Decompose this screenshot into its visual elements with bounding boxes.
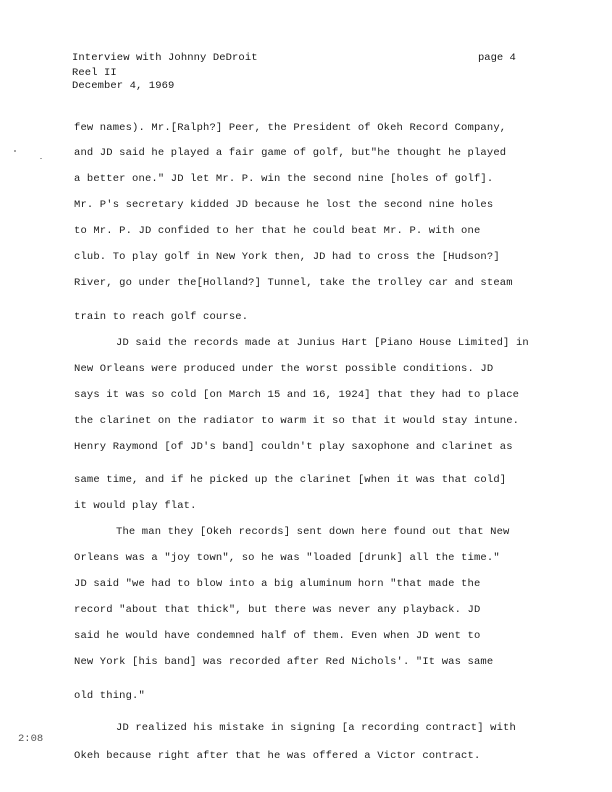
body-line: New York [his band] was recorded after Red Nichols'. "It was same [74,656,494,668]
body-line: it would play flat. [74,500,197,512]
header-title: Interview with Johnny DeDroit [72,52,258,64]
body-line: train to reach golf course. [74,311,249,323]
body-line: River, go under the[Holland?] Tunnel, take the trolley car and steam [74,277,513,289]
body-line: old thing." [74,690,145,702]
body-line: JD said "we had to blow into a big aluminum horn "that made the [74,578,481,590]
body-line: says it was so cold [on March 15 and 16, 1924] that they had to place [74,389,520,401]
body-line: Henry Raymond [of JD's band] couldn't play saxophone and clarinet as [74,441,513,453]
body-line: JD said the records made at Junius Hart [Piano House Limited] in [116,337,529,349]
body-line: to Mr. P. JD confided to her that he could beat Mr. P. with one [74,225,481,237]
header-date: December 4, 1969 [72,80,175,92]
body-line: Orleans was a "joy town", so he was "loaded [drunk] all the time." [74,552,500,564]
body-line: JD realized his mistake in signing [a recording contract] with [116,722,516,734]
body-line: Okeh because right after that he was offered a Victor contract. [74,750,481,762]
body-line: a better one." JD let Mr. P. win the second nine [holes of golf]. [74,173,494,185]
body-line: few names). Mr.[Ralph?] Peer, the President of Okeh Record Company, [74,122,507,134]
page-number: page 4 [478,52,516,64]
body-line: New Orleans were produced under the worst possible conditions. JD [74,363,494,375]
header-reel: Reel II [72,67,117,79]
body-line: club. To play golf in New York then, JD had to cross the [Hudson?] [74,251,500,263]
body-line: the clarinet on the radiator to warm it so that it would stay intune. [74,415,520,427]
body-line: said he would have condemned half of them. Even when JD went to [74,630,481,642]
scan-speck [40,158,42,159]
body-line: same time, and if he picked up the clarinet [when it was that cold] [74,474,507,486]
body-line: Mr. P's secretary kidded JD because he lost the second nine holes [74,199,494,211]
margin-timestamp: 2:08 [18,733,44,745]
body-line: record "about that thick", but there was never any playback. JD [74,604,481,616]
body-line: and JD said he played a fair game of golf, but"he thought he played [74,147,507,159]
body-line: The man they [Okeh records] sent down here found out that New [116,526,510,538]
scan-speck [14,150,16,152]
